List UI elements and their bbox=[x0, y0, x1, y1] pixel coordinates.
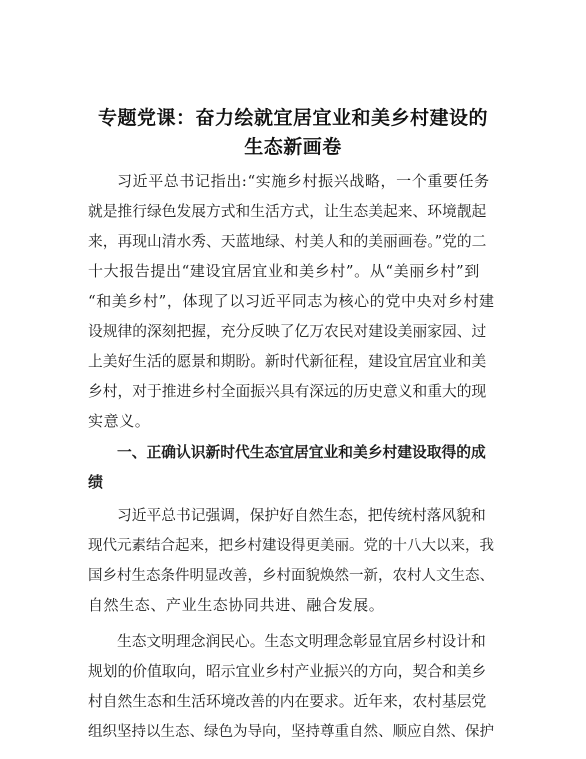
paragraph-4-line-4: 组织坚持以生态、绿色为导向，坚持尊重自然、顺应自然、保护 bbox=[88, 724, 494, 740]
paragraph-1-line-6: 设规律的深刻把握，充分反映了亿万农民对建设美丽家园、过 bbox=[88, 323, 487, 340]
paragraph-4-line-2: 规划的价值取向，昭示宜业乡村产业振兴的方向，契合和美乡 bbox=[88, 663, 487, 680]
section-heading-line-2: 绩 bbox=[88, 473, 104, 491]
paragraph-1-line-8: 乡村，对于推进乡村全面振兴具有深远的历史意义和重大的现 bbox=[88, 383, 487, 400]
paragraph-3-line-3: 国乡村生态条件明显改善，乡村面貌焕然一新，农村人文生态、 bbox=[88, 568, 494, 584]
paragraph-1-line-9: 实意义。 bbox=[88, 412, 151, 430]
paragraph-1-line-2: 就是推行绿色发展方式和生活方式，让生态美起来、环境靓起 bbox=[88, 203, 487, 220]
paragraph-1-line-7: 上美好生活的愿景和期盼。新时代新征程，建设宜居宜业和美 bbox=[88, 353, 487, 370]
paragraph-3-line-1: 习近平总书记强调，保护好自然生态，把传统村落风貌和 bbox=[117, 507, 486, 524]
paragraph-1-line-5: “和美乡村”，体现了以习近平同志为核心的党中央对乡村建 bbox=[88, 292, 495, 310]
paragraph-4-line-3: 村自然生态和生活环境改善的内在要求。近年来，农村基层党 bbox=[88, 693, 487, 710]
paragraph-1-line-4: 十大报告提出“建设宜居宜业和美乡村”。从“美丽乡村”到 bbox=[88, 262, 480, 280]
paragraph-4-line-1: 生态文明理念润民心。生态文明理念彰显宜居乡村设计和 bbox=[117, 633, 486, 650]
paragraph-3-line-4: 自然生态、产业生态协同共进、融合发展。 bbox=[88, 596, 385, 614]
paragraph-1-line-1: 习近平总书记指出:“实施乡村振兴战略，一个重要任务 bbox=[117, 172, 490, 190]
document-title-line-1: 专题党课：奋力绘就宜居宜业和美乡村建设的 bbox=[97, 107, 488, 129]
paragraph-3-line-2: 现代元素结合起来，把乡村建设得更美丽。党的十八大以来，我 bbox=[88, 538, 494, 554]
document-title-line-2: 生态新画卷 bbox=[244, 136, 342, 158]
section-heading-line-1: 一、正确认识新时代生态宜居宜业和美乡村建设取得的成 bbox=[117, 444, 486, 461]
paragraph-1-line-3: 来，再现山清水秀、天蓝地绿、村美人和的美丽画卷。”党的二 bbox=[88, 233, 487, 250]
